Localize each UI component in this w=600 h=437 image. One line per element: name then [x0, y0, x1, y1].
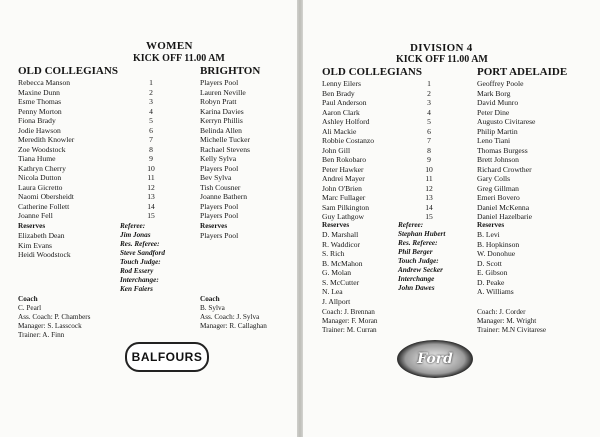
- right-referee: Stephan Hubert: [398, 230, 446, 238]
- player-number: 5: [149, 116, 153, 125]
- reserve-name: J. Allport: [322, 296, 351, 306]
- reserve-name: D. Marshall: [322, 230, 359, 239]
- player-name: Michelle Tucker: [200, 135, 250, 144]
- player-name: Philip Martin: [477, 126, 518, 136]
- player-number: 9: [427, 155, 431, 164]
- player-name: Players Pool: [200, 163, 239, 173]
- reserve-name: B. McMahon: [322, 258, 363, 268]
- left-away-staff: [200, 295, 267, 331]
- right-reserves-label: Reserves: [322, 221, 350, 229]
- player-name: John O'Brien: [322, 183, 362, 193]
- reserve-name: D. Peake: [477, 277, 505, 287]
- player-number: 3: [149, 97, 153, 106]
- left-home-trainer: Trainer: A. Finn: [18, 331, 65, 339]
- left-officials: [120, 222, 165, 294]
- left-away-coach: B. Sylva: [200, 304, 225, 312]
- right-away-trainer: Trainer: M.N Civitarese: [477, 326, 547, 334]
- player-name: Tish Cousner: [200, 182, 241, 192]
- player-number: 11: [147, 173, 155, 182]
- right-away-reserves-label: Reserves: [477, 221, 505, 229]
- player-name: Robyn Pratt: [200, 97, 237, 106]
- right-player-numbers: [422, 79, 436, 222]
- player-name: Penny Morton: [18, 106, 62, 116]
- player-name: Kerryn Phillis: [200, 116, 243, 125]
- right-res-referee: Phil Berger: [398, 248, 433, 256]
- right-touch-judge-label: Touch Judge:: [398, 257, 439, 265]
- player-name: Mark Borg: [477, 88, 511, 98]
- player-number: 12: [425, 183, 433, 193]
- player-number: 4: [427, 107, 431, 117]
- left-touch-judge: Rod Essery: [120, 267, 154, 275]
- player-number: 15: [425, 212, 433, 221]
- player-name: Kathryn Cherry: [18, 163, 66, 173]
- player-name: Maxine Dunn: [18, 87, 60, 97]
- player-name: Ashley Holford: [322, 117, 370, 126]
- player-name: Naomi Obersheidt: [18, 192, 74, 201]
- player-name: Guy Lathgow: [322, 212, 364, 221]
- player-name: Ben Brady: [322, 88, 355, 98]
- left-player-numbers: [144, 78, 158, 221]
- player-name: Fiona Brady: [18, 116, 56, 125]
- reserve-name: B. Hopkinson: [477, 239, 520, 249]
- right-touch-judge: Andrew Secker: [398, 266, 443, 274]
- player-name: Ali Mackie: [322, 126, 357, 136]
- player-name: Joanne Fell: [18, 211, 53, 220]
- player-number: 15: [147, 211, 155, 220]
- player-name: Belinda Allen: [200, 125, 242, 135]
- reserve-name: R. Waddicor: [322, 239, 361, 249]
- player-number: 10: [425, 164, 433, 174]
- player-name: Greg Gillman: [477, 183, 519, 193]
- left-kickoff: KICK OFF 11.00 AM: [133, 53, 225, 64]
- player-number: 7: [427, 136, 431, 145]
- player-name: John Gill: [322, 145, 351, 155]
- left-touch-judge-label: Touch Judge:: [120, 258, 161, 266]
- player-number: 6: [427, 126, 431, 136]
- player-number: 12: [147, 182, 155, 192]
- reserve-name: W. Donohue: [477, 249, 516, 258]
- player-name: Rachael Stevens: [200, 144, 250, 154]
- player-number: 5: [427, 117, 431, 126]
- player-name: Marc Fullager: [322, 193, 366, 202]
- player-name: Paul Anderson: [322, 98, 367, 107]
- player-number: 14: [425, 202, 433, 212]
- reserve-name: A. Williams: [477, 287, 514, 296]
- player-number: 8: [149, 144, 153, 154]
- player-number: 2: [149, 87, 153, 97]
- player-name: Leno Tiani: [477, 136, 511, 145]
- player-number: 7: [149, 135, 153, 144]
- left-interchange-label: Interchange:: [120, 276, 159, 284]
- left-away-manager: Manager: R. Callaghan: [200, 322, 267, 330]
- player-name: Thomas Burgess: [477, 145, 528, 155]
- player-name: Augusto Civitarese: [477, 117, 536, 126]
- player-name: Sam Pilkington: [322, 202, 370, 212]
- reserve-name: Heidi Woodstock: [18, 250, 71, 259]
- left-reserves-label: Reserves: [18, 222, 46, 230]
- player-number: 10: [147, 163, 155, 173]
- player-name: Players Pool: [200, 78, 239, 87]
- ford-logo: [397, 340, 473, 378]
- right-home-trainer: Trainer: M. Curran: [322, 326, 377, 334]
- left-title: WOMEN: [146, 40, 193, 52]
- player-number: 14: [147, 201, 155, 211]
- left-away-players: [200, 78, 250, 221]
- player-name: Andrei Mayer: [322, 174, 365, 183]
- left-away-reserves: [200, 231, 238, 241]
- player-name: Ben Rokobaro: [322, 155, 367, 164]
- player-name: Meredith Knowler: [18, 135, 75, 144]
- player-name: Richard Crowther: [477, 164, 532, 174]
- right-interchange: John Dawes: [398, 284, 435, 292]
- right-home-staff: [322, 308, 378, 335]
- left-interchange: Ken Faiers: [120, 285, 153, 293]
- reserve-name: Players Pool: [200, 231, 239, 240]
- player-name: Daniel Hazelbarie: [477, 212, 533, 221]
- player-name: Joanne Bathern: [200, 192, 248, 201]
- player-name: Catherine Follett: [18, 201, 70, 211]
- player-number: 11: [425, 174, 433, 183]
- player-number: 13: [147, 192, 155, 201]
- reserve-name: E. Gibson: [477, 268, 508, 277]
- right-home-players: [322, 79, 374, 222]
- right-home-coach: Coach: J. Brennan: [322, 308, 375, 316]
- reserve-name: Elizabeth Dean: [18, 231, 65, 240]
- player-name: Tiana Hume: [18, 154, 56, 163]
- player-number: 9: [149, 154, 153, 163]
- player-name: Players Pool: [200, 211, 239, 220]
- player-name: Nicola Dutton: [18, 173, 62, 182]
- left-home-manager: Manager: S. Lasscock: [18, 322, 82, 330]
- player-name: Rebecca Manson: [18, 78, 71, 87]
- reserve-name: B. Levi: [477, 230, 500, 239]
- ford-logo-text: Ford: [417, 351, 453, 367]
- right-interchange-label: Interchange: [398, 275, 435, 283]
- player-number: 2: [427, 88, 431, 98]
- left-res-referee: Steve Sandford: [120, 249, 165, 257]
- reserve-name: N. Lea: [322, 287, 343, 296]
- left-away-coach-label: Coach: [200, 295, 220, 303]
- player-name: Jodie Hawson: [18, 125, 61, 135]
- left-referee: Jim Jonas: [120, 231, 151, 239]
- right-away-reserves: [477, 230, 519, 297]
- left-res-referee-label: Res. Referee:: [120, 240, 160, 248]
- player-number: 13: [425, 193, 433, 202]
- left-away-team: BRIGHTON: [200, 65, 261, 77]
- left-referee-label: Referee:: [120, 222, 146, 230]
- player-name: Zoe Woodstock: [18, 144, 66, 154]
- right-res-referee-label: Res. Referee:: [398, 239, 438, 247]
- player-number: 1: [427, 79, 431, 88]
- player-name: Lenny Eilers: [322, 79, 362, 88]
- right-away-staff: [477, 308, 546, 335]
- player-name: David Munro: [477, 98, 519, 107]
- player-name: Peter Dine: [477, 107, 510, 117]
- left-home-players: [18, 78, 74, 221]
- player-name: Kelly Sylva: [200, 154, 237, 163]
- reserve-name: G. Molan: [322, 268, 352, 277]
- right-title: DIVISION 4: [410, 42, 473, 54]
- right-home-team: OLD COLLEGIANS: [322, 66, 422, 78]
- player-name: Laura Gicretto: [18, 182, 63, 192]
- right-away-manager: Manager: M. Wright: [477, 317, 537, 325]
- right-kickoff: KICK OFF 11.00 AM: [396, 54, 488, 65]
- player-name: Esme Thomas: [18, 97, 62, 106]
- player-number: 3: [427, 98, 431, 107]
- player-name: Bev Sylva: [200, 173, 232, 182]
- player-number: 4: [149, 106, 153, 116]
- player-name: Emeri Bovero: [477, 193, 520, 202]
- player-name: Geoffrey Poole: [477, 79, 524, 88]
- left-home-coach-label: Coach: [18, 295, 38, 303]
- reserve-name: S. McCutter: [322, 277, 360, 287]
- left-home-team: OLD COLLEGIANS: [18, 65, 118, 77]
- left-home-reserves: [18, 231, 71, 260]
- player-name: Daniel McKenna: [477, 202, 530, 212]
- player-name: Robbie Costanzo: [322, 136, 375, 145]
- player-name: Brett Johnson: [477, 155, 519, 164]
- left-home-staff: [18, 295, 90, 340]
- player-name: Aaron Clark: [322, 107, 360, 117]
- player-name: Gary Colls: [477, 174, 511, 183]
- player-number: 6: [149, 125, 153, 135]
- player-name: Players Pool: [200, 201, 239, 211]
- right-away-players: [477, 79, 535, 222]
- right-referee-label: Referee:: [398, 221, 424, 229]
- left-home-coach: C. Pearl: [18, 304, 42, 312]
- left-away-reserves-label: Reserves: [200, 222, 228, 230]
- player-number: 1: [149, 78, 153, 87]
- reserve-name: Kim Evans: [18, 240, 52, 250]
- right-home-reserves: [322, 230, 363, 306]
- right-officials: [398, 221, 445, 293]
- player-name: Karina Davies: [200, 106, 244, 116]
- right-home-manager: Manager: F. Moran: [322, 317, 378, 325]
- left-away-ass-coach: Ass. Coach: J. Sylva: [200, 313, 260, 321]
- player-name: Lauren Neville: [200, 87, 246, 97]
- left-home-ass-coach: Ass. Coach: P. Chambers: [18, 313, 91, 321]
- reserve-name: S. Rich: [322, 249, 345, 258]
- player-number: 8: [427, 145, 431, 155]
- reserve-name: D. Scott: [477, 258, 502, 268]
- player-name: Peter Hawker: [322, 164, 364, 174]
- balfours-logo: BALFOURS: [125, 342, 209, 372]
- right-away-coach: Coach: J. Corder: [477, 308, 526, 316]
- right-away-team: PORT ADELAIDE: [477, 66, 568, 78]
